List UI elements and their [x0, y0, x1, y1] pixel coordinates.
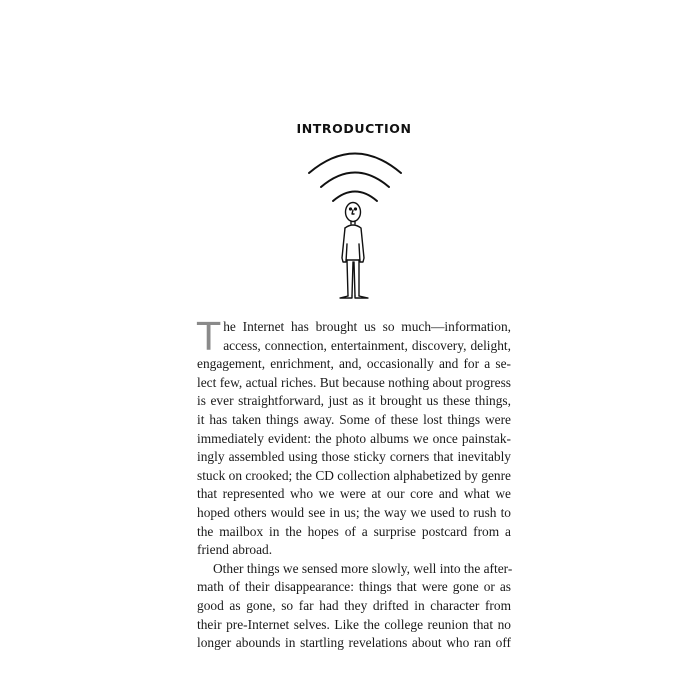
- text-line: math of their disappearance: things that were gone or as: [197, 579, 511, 595]
- signal-arc-outer: [309, 154, 401, 174]
- text-line: the mailbox in the hopes of a surprise postcard from a: [197, 523, 511, 539]
- text-line: is ever straightforward, just as it brought us these things,: [197, 393, 511, 409]
- body-text: [197, 315, 513, 653]
- text-line: ingly assembled using those sticky corners that inevitably: [197, 449, 511, 465]
- text-line: good as gone, so far had they drifted in character from: [197, 597, 511, 613]
- chapter-title: INTRODUCTION: [296, 121, 412, 136]
- text-line: he Internet has brought us so much—information,: [223, 319, 511, 334]
- text-line: it has taken things away. Some of these lost things were: [197, 411, 511, 427]
- text-line: access, connection, entertainment, discovery, delight,: [223, 337, 511, 353]
- text-line: engagement, enrichment, and, occasionally and for a se-: [197, 356, 511, 372]
- text-line: immediately evident: the photo albums we once painstak-: [197, 430, 511, 446]
- signal-arc-inner: [333, 192, 377, 202]
- text-line: hoped others would see in us; the way we used to rush to: [197, 504, 511, 520]
- text-line: stuck on crooked; the CD collection alphabetized by genre: [197, 467, 511, 483]
- paragraph-2: [197, 560, 511, 653]
- text-line: friend abroad.: [197, 542, 273, 558]
- person-with-wifi-signal-icon: [300, 148, 410, 306]
- text-line: lect few, actual riches. But because nothing about progress: [197, 374, 511, 390]
- text-line: longer abounds in startling revelations about who ran off: [197, 635, 511, 651]
- text-line: their pre-Internet selves. Like the college reunion that no: [197, 616, 511, 632]
- text-line: Other things we sensed more slowly, well into the after-: [213, 560, 513, 576]
- text-line: that represented who we were at our core and what we: [197, 486, 511, 502]
- paragraph-1: [197, 315, 511, 560]
- signal-arc-middle: [321, 173, 389, 188]
- drop-cap: T: [197, 315, 221, 359]
